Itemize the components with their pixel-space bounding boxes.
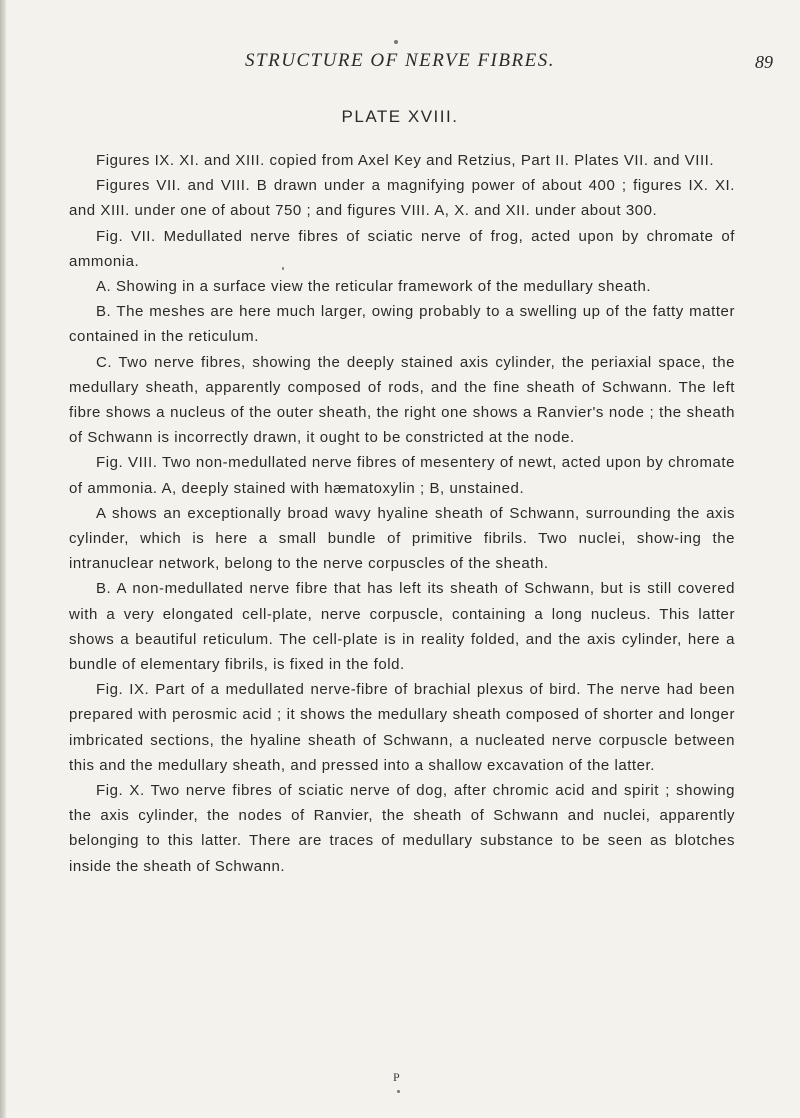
paragraph: Fig. IX. Part of a medullated nerve-fibre of brachial plexus of bird. The nerve had been prepared with perosmic acid ; it shows the medullary sheath composed of shorter and longer imbricated sections, the hyaline sheath of Schwann, a nucleated nerve corpuscle between this and the medullary sheath, and pressed into a shallow excavation of the latter.: [69, 681, 735, 774]
paragraph: C. Two nerve fibres, showing the deeply stained axis cylinder, the periaxial space, the medullary sheath, apparently composed of rods, and the fine sheath of Schwann. The left fibre shows a nucleus of the outer sheath, the right one shows a Ranvier's node ; the sheath of Schwann is incorrectly drawn, it ought to be constricted at the node.: [69, 353, 735, 447]
ink-speck: [282, 267, 284, 270]
page-number: 89: [755, 52, 773, 72]
paragraph: Fig. VII. Medullated nerve fibres of sciatic nerve of frog, acted upon by chromate of ammonia.: [69, 227, 735, 270]
paragraph: Figures IX. XI. and XIII. copied from Axel Key and Retzius, Part II. Plates VII. and VIII.: [96, 152, 715, 169]
paragraph: A. Showing in a surface view the reticular framework of the medullary sheath.: [96, 278, 652, 296]
paragraph: Fig. VIII. Two non-medullated nerve fibres of mesentery of newt, acted upon by chromate of ammonia. A, deeply stained with hæmatoxylin ; B, unstained.: [69, 454, 735, 497]
ink-speck: [397, 1090, 400, 1093]
signature-mark: P: [393, 1070, 400, 1084]
ink-speck: [394, 40, 398, 44]
paragraph: A shows an exceptionally broad wavy hyaline sheath of Schwann, surrounding the axis cylinder, which is here a small bundle of primitive fibrils. Two nuclei, show-ing the intranuclear network, belong to the nerve corpuscles of the sheath.: [69, 504, 735, 573]
paragraph: B. The meshes are here much larger, owing probably to a swelling up of the fatty matter contained in the reticulum.: [69, 303, 735, 346]
paragraph: Figures VII. and VIII. B drawn under a magnifying power of about 400 ; figures IX. XI. and XIII. under one of about 750 ; and figures VIII. A, X. and XII. under about 300.: [69, 177, 735, 220]
page-edge: [0, 0, 6, 1118]
plate-title: PLATE XVIII.: [341, 107, 459, 126]
running-head: STRUCTURE OF NERVE FIBRES.: [245, 50, 555, 71]
paragraph: Fig. X. Two nerve fibres of sciatic nerve of dog, after chromic acid and spirit ; showing the axis cylinder, the nodes of Ranvier, the sheath of Schwann and nuclei, apparently belonging to this latter. There are traces of medullary substance to be seen as blotches inside the sheath of Schwann.: [69, 782, 735, 875]
paragraph: B. A non-medullated nerve fibre that has left its sheath of Schwann, but is still covered with a very elongated cell-plate, nerve corpuscle, containing a long nucleus. This latter shows a beautiful reticulum. The cell-plate is in reality folded, and the axis cylinder, here a bundle of elementary fibrils, is fixed in the fold.: [69, 580, 735, 674]
body-text: [69, 148, 735, 879]
